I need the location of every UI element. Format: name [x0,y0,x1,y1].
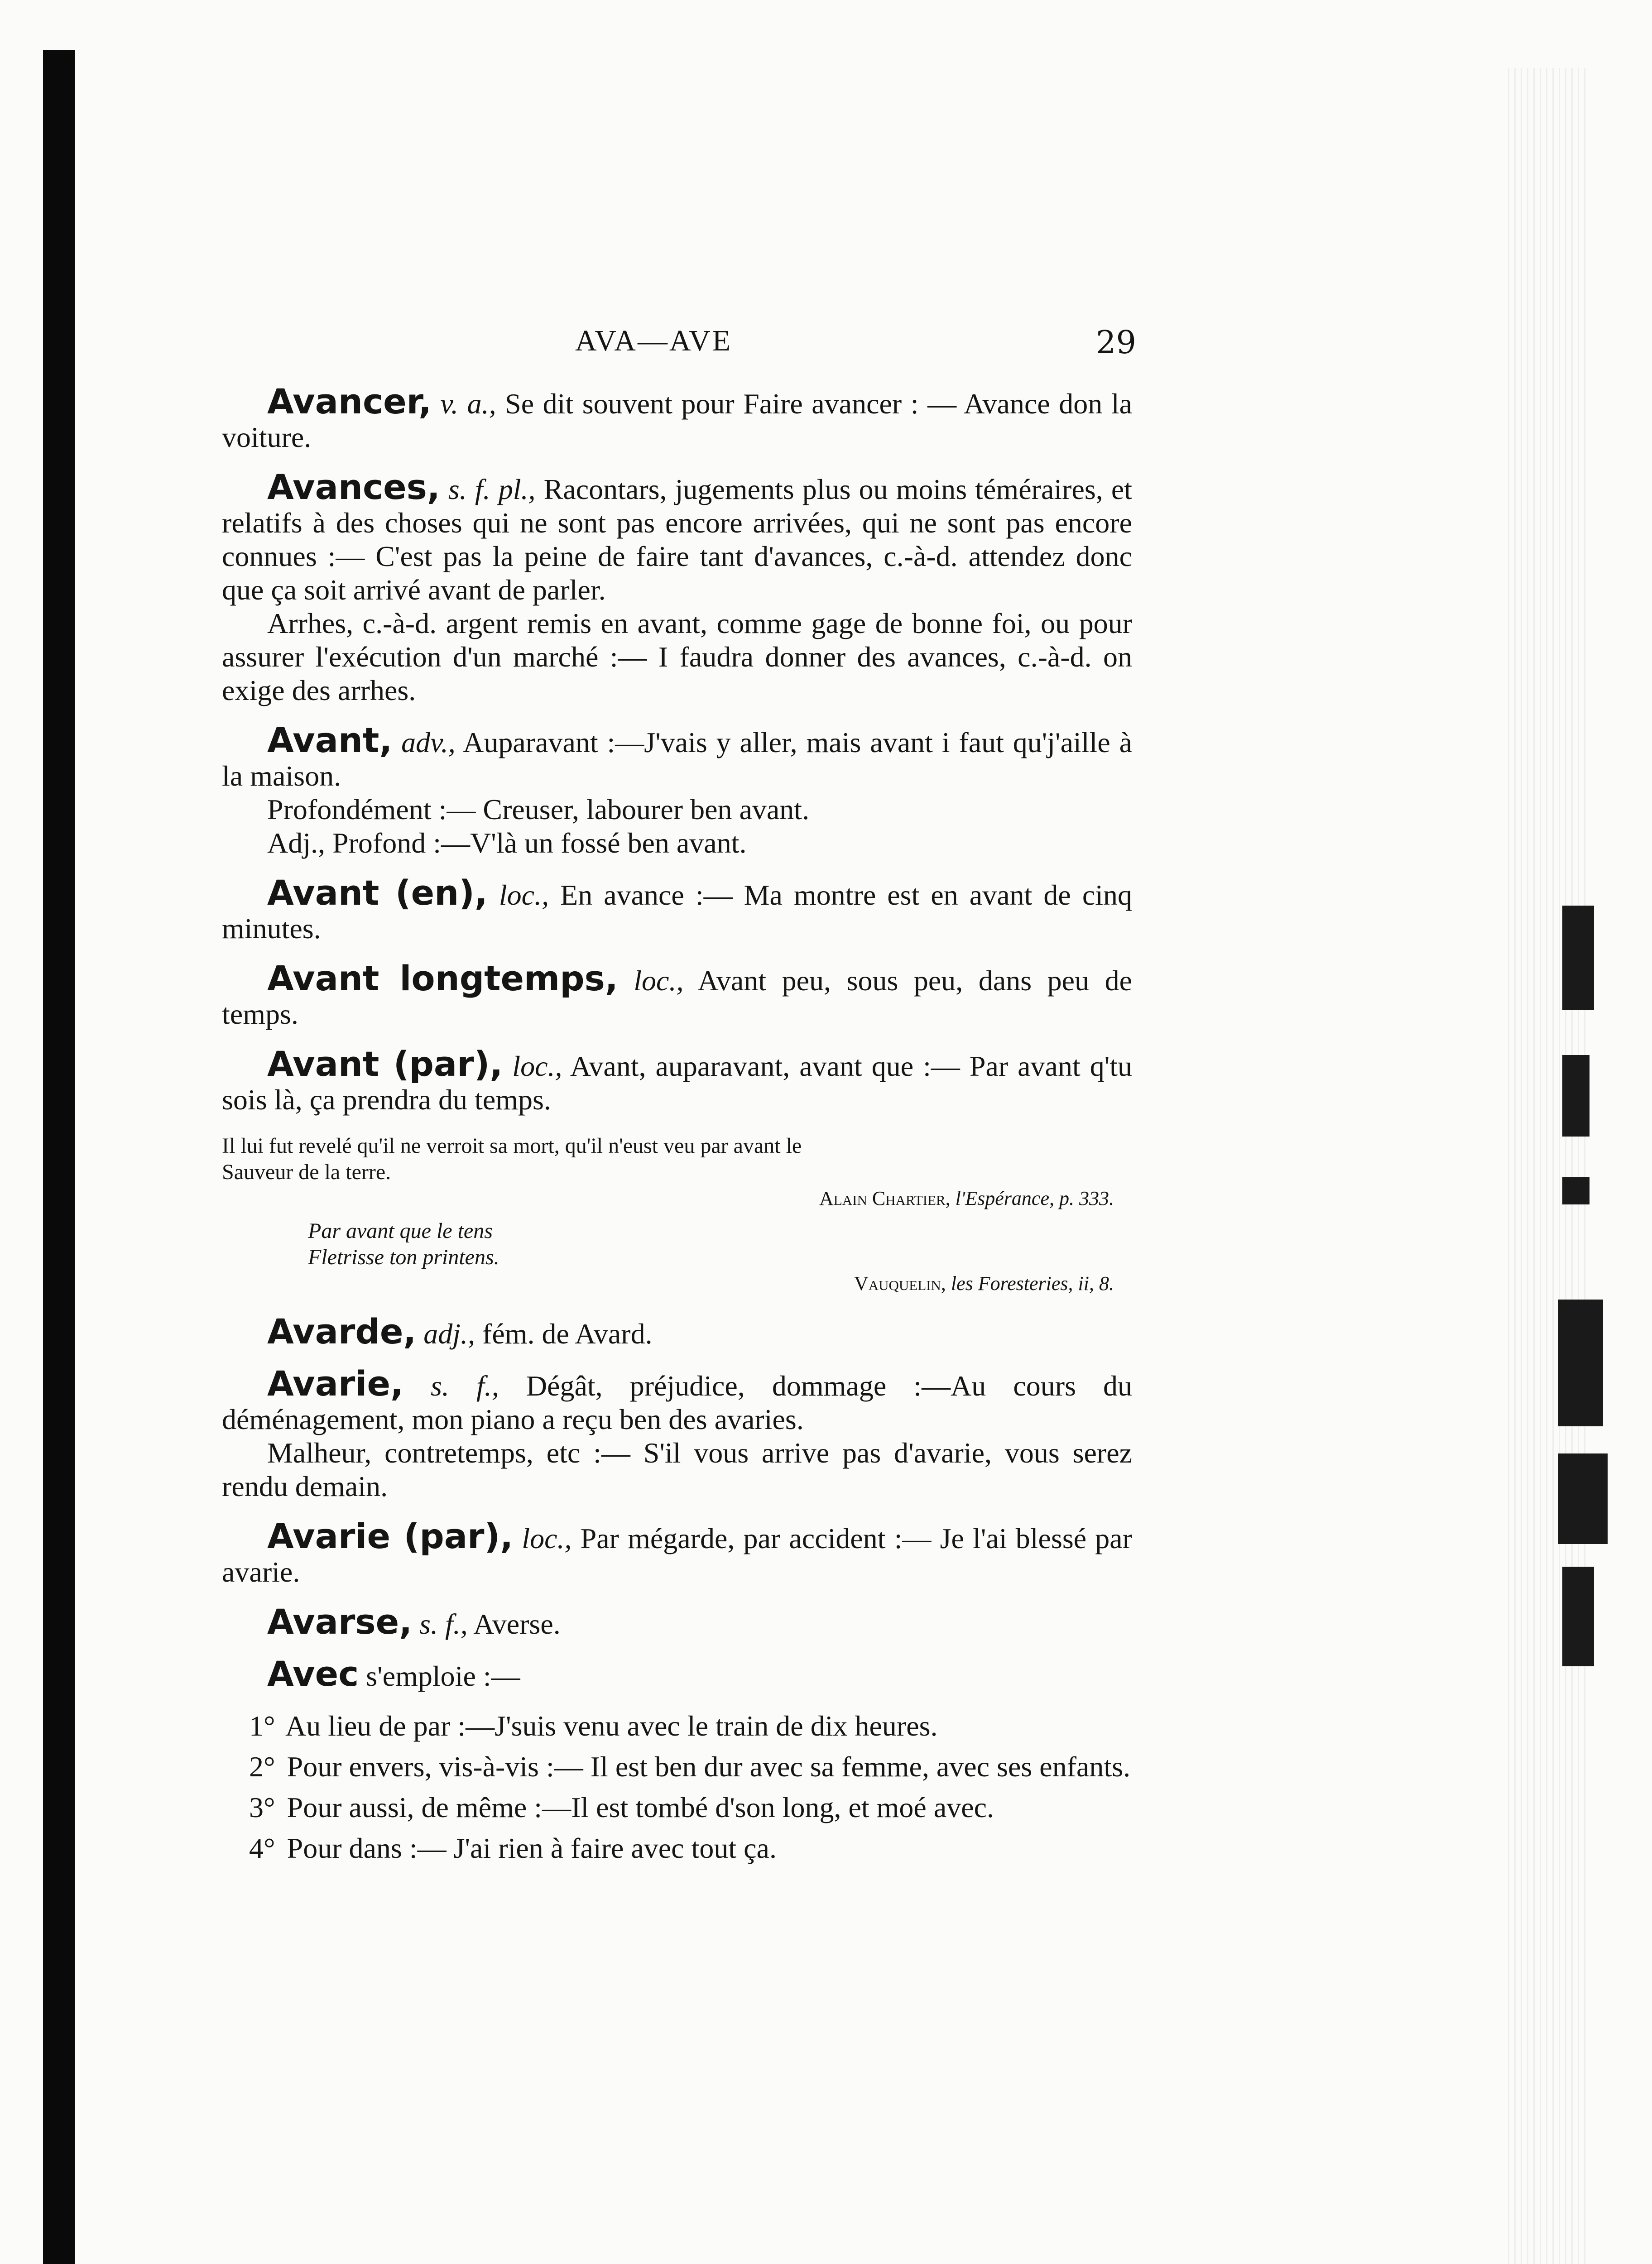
list-number: 2° [249,1751,275,1783]
list-item [222,1791,1132,1824]
part-of-speech: adj., [423,1318,475,1350]
headword: Avant (par), [267,1044,503,1084]
list-text: Pour dans :— J'ai rien à faire avec tout ça. [287,1832,777,1864]
entry-avarie-par [222,1516,1133,1589]
scan-edge-noise [1508,68,1590,2264]
citation-author: Alain Chartier, [819,1187,951,1209]
definition: s'emploie :— [366,1660,520,1692]
scan-blot [1562,1177,1590,1204]
list-number: 4° [249,1832,275,1864]
entry-avant [222,720,1133,860]
headword: Avancer, [267,381,432,422]
definition: Par mégarde, par accident :— Je l'ai blessé par avarie. [222,1522,1133,1588]
avec-uses-list [222,1709,1132,1865]
citation-work: l'Espérance, p. 333. [955,1187,1114,1209]
definition: Avant peu, sous peu, dans peu de temps. [222,964,1133,1030]
part-of-speech: s. f., [419,1608,468,1640]
definition: fém. de Avard. [482,1318,653,1350]
scan-blot [1562,1055,1590,1137]
part-of-speech: loc., [512,1050,562,1082]
definition-sense-2: Profondément :— Creuser, labourer ben avant. [267,793,810,825]
citation-work: les Foresteries, ii, 8. [951,1272,1114,1295]
definition: Auparavant :—J'vais y aller, mais avant i faut qu'j'aille à la maison. [222,726,1133,792]
entry-avances [222,467,1133,707]
definition: Dégât, préjudice, dommage :—Au cours du déménagement, mon piano a reçu ben des avaries. [222,1370,1133,1435]
entry-avarie [222,1363,1133,1503]
verse-line: Par avant que le tens [308,1219,493,1243]
definition-sense-2: Malheur, contretemps, etc :— S'il vous arrive pas d'avarie, vous serez rendu demain. [222,1437,1132,1502]
dictionary-column [222,381,1133,1872]
part-of-speech: adv., [401,726,456,758]
verse-line: Fletrisse ton printens. [308,1245,499,1269]
list-item [222,1750,1132,1784]
quote-prose-line: Sauveur de la terre. [222,1160,391,1184]
definition: Racontars, jugements plus ou moins téméraires, et relatifs à des choses qui ne sont pas encore arrivées, qui ne sont pas encore connues :— C'est pas la peine de faire tant d'avances, c.-à-d. attendez donc que ça soit arrivé avant de parler. [222,473,1133,606]
list-text: Au lieu de par :—J'suis venu avec le train de dix heures. [285,1710,938,1742]
citation-author: Vauquelin, [854,1272,946,1295]
scan-blot [1558,1300,1603,1426]
list-item [222,1709,1132,1743]
entry-avant-par [222,1044,1133,1117]
list-number: 1° [249,1710,275,1742]
list-item [222,1832,1132,1865]
part-of-speech: loc., [499,879,549,911]
entry-avarde [222,1311,1132,1352]
headword: Avarde, [267,1311,417,1352]
entry-avarse [222,1602,1132,1642]
binding-edge [43,50,75,2264]
scan-blot [1562,1567,1594,1666]
definition: En avance :— Ma montre est en avant de cinq minutes. [222,879,1133,945]
list-text: Pour aussi, de même :—Il est tombé d'son long, et moé avec. [287,1791,994,1823]
definition-sense-3: Adj., Profond :—V'là un fossé ben avant. [267,827,747,859]
part-of-speech: v. a., [440,388,496,420]
running-head: AVA—AVE [575,324,733,357]
definition: Averse. [473,1608,561,1640]
entry-avant-longtemps [222,958,1133,1031]
citations [222,1133,1132,1297]
headword: Avances, [267,467,440,507]
entry-avancer [222,381,1133,454]
citation-attribution [222,1271,1132,1297]
headword: Avarse, [267,1602,413,1642]
list-number: 3° [249,1791,275,1823]
headword: Avant longtemps, [267,958,618,998]
part-of-speech: loc., [634,964,684,997]
part-of-speech: s. f. pl., [448,473,536,505]
headword: Avant, [267,720,393,760]
quote-prose-line: Il lui fut revelé qu'il ne verroit sa mort, qu'il n'eust veu par avant le [222,1134,802,1158]
headword: Avarie, [267,1363,403,1404]
entry-avec [222,1654,1132,1694]
headword: Avant (en), [267,873,488,913]
page-header [0,324,1652,374]
headword: Avarie (par), [267,1516,514,1556]
quote-verse [308,1218,1132,1271]
scan-blot [1562,906,1594,1010]
part-of-speech: loc., [522,1522,572,1554]
page-number: 29 [1096,324,1137,361]
definition-sense-2: Arrhes, c.-à-d. argent remis en avant, comme gage de bonne foi, ou pour assurer l'exécution d'un marché :— I faudra donner des avances, c.-à-d. on exige des arrhes. [222,607,1132,706]
entry-avant-en [222,873,1133,945]
scan-blot [1558,1453,1608,1544]
definition: Se dit souvent pour Faire avancer : — Avance don la voiture. [222,388,1133,453]
citation-attribution [222,1185,1132,1212]
list-text: Pour envers, vis-à-vis :— Il est ben dur avec sa femme, avec ses enfants. [287,1751,1131,1783]
part-of-speech: s. f., [430,1370,499,1402]
headword: Avec [267,1654,359,1694]
definition: Avant, auparavant, avant que :— Par avant q'tu sois là, ça prendra du temps. [222,1050,1133,1116]
